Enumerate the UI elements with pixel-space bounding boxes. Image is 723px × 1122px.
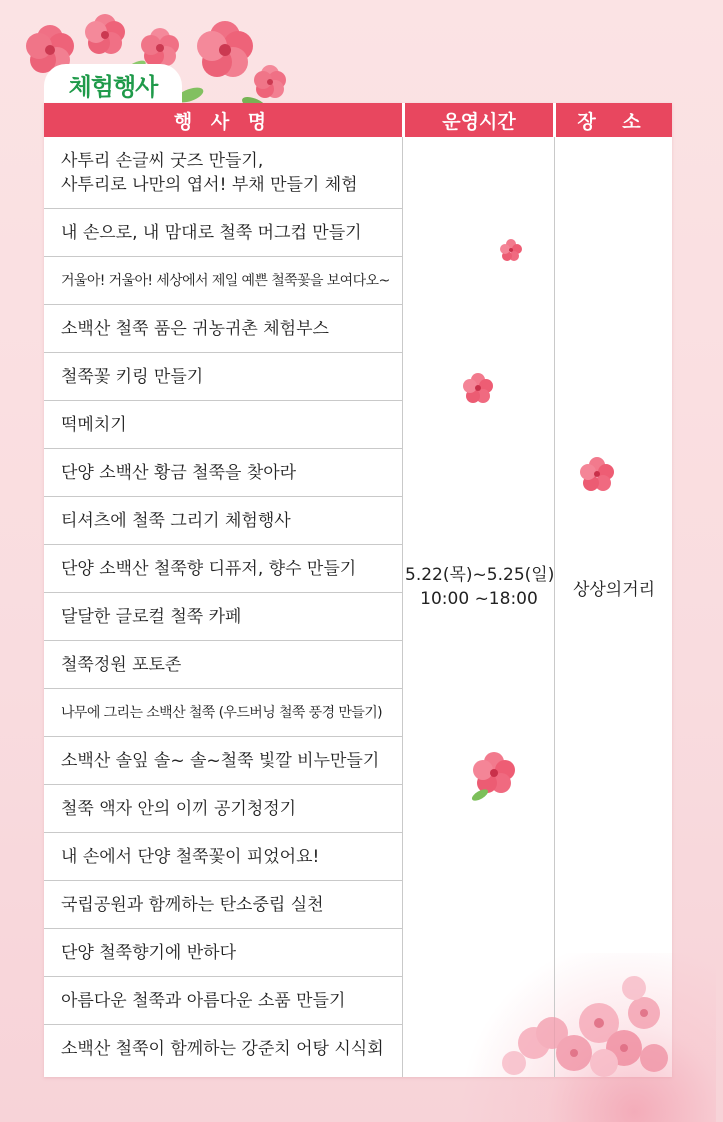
event-name: 내 손으로, 내 맘대로 철쭉 머그컵 만들기 xyxy=(61,222,362,243)
table-row xyxy=(44,1025,402,1073)
event-name: 떡메치기 xyxy=(61,414,127,435)
table-row xyxy=(44,257,402,305)
table-row xyxy=(44,785,402,833)
table-row xyxy=(44,401,402,449)
operating-dates: 5.22(목)~5.25(일) xyxy=(405,565,555,585)
event-name-line: 사투리 손글씨 굿즈 만들기, xyxy=(61,150,264,171)
azalea-flower-icon xyxy=(578,455,616,493)
header-location: 장 소 xyxy=(577,110,651,133)
event-name: 단양 철쭉향기에 반하다 xyxy=(61,942,237,963)
table-row xyxy=(44,305,402,353)
event-name: 나무에 그리는 소백산 철쭉 (우드버닝 철쭉 풍경 만들기) xyxy=(61,704,383,721)
table-row xyxy=(44,641,402,689)
event-name: 거울아! 거울아! 세상에서 제일 예쁜 철쭉꽃을 보여다오~ xyxy=(61,272,390,289)
azalea-cluster-bottom-right xyxy=(494,963,672,1077)
column-divider xyxy=(554,137,555,1077)
table-row xyxy=(44,737,402,785)
event-name: 단양 소백산 황금 철쭉을 찾아라 xyxy=(61,462,297,483)
table-row xyxy=(44,929,402,977)
section-title: 체험행사 xyxy=(68,72,158,101)
event-name: 철쭉 액자 안의 이끼 공기청정기 xyxy=(61,798,297,819)
table-row xyxy=(44,545,402,593)
title-tab xyxy=(44,64,182,104)
event-name: 단양 소백산 철쭉향 디퓨저, 향수 만들기 xyxy=(61,558,357,579)
event-name: 소백산 철쭉이 함께하는 강준치 어탕 시식회 xyxy=(61,1039,384,1059)
operating-times: 10:00 ~18:00 xyxy=(420,589,538,609)
event-name: 국립공원과 함께하는 탄소중립 실천 xyxy=(61,894,324,915)
table-row xyxy=(44,497,402,545)
event-name: 철쭉정원 포토존 xyxy=(61,654,182,675)
location-cell: 상상의거리 xyxy=(572,580,656,600)
events-table xyxy=(44,103,672,1077)
event-name-line: 사투리로 나만의 엽서! 부채 만들기 체험 xyxy=(61,174,358,195)
event-name: 내 손에서 단양 철쭉꽃이 피었어요! xyxy=(61,846,320,867)
table-row xyxy=(44,977,402,1025)
table-header xyxy=(44,103,672,137)
azalea-flower-icon xyxy=(461,371,495,405)
table-row xyxy=(44,353,402,401)
table-row xyxy=(44,449,402,497)
event-name: 철쭉꽃 키링 만들기 xyxy=(61,366,204,387)
azalea-flower-icon xyxy=(499,238,523,262)
header-operating-hours: 운영시간 xyxy=(442,110,516,133)
table-row xyxy=(44,689,402,737)
table-row xyxy=(44,833,402,881)
table-row xyxy=(44,209,402,257)
azalea-flower-icon xyxy=(464,743,524,803)
event-name: 티셔츠에 철쭉 그리기 체험행사 xyxy=(61,510,291,531)
operating-hours-cell xyxy=(405,563,553,611)
table-row xyxy=(44,881,402,929)
table-row xyxy=(44,137,402,209)
header-event-name: 행 사 명 xyxy=(173,110,273,133)
event-name: 소백산 철쭉 품은 귀농귀촌 체험부스 xyxy=(61,318,329,339)
event-name: 아름다운 철쭉과 아름다운 소품 만들기 xyxy=(61,990,346,1011)
event-name: 소백산 솔잎 솔~ 솔~철쭉 빛깔 비누만들기 xyxy=(61,750,380,771)
event-list xyxy=(44,137,402,1073)
column-divider xyxy=(402,137,403,1077)
table-row xyxy=(44,593,402,641)
event-name: 달달한 글로컬 철쭉 카페 xyxy=(61,606,242,627)
